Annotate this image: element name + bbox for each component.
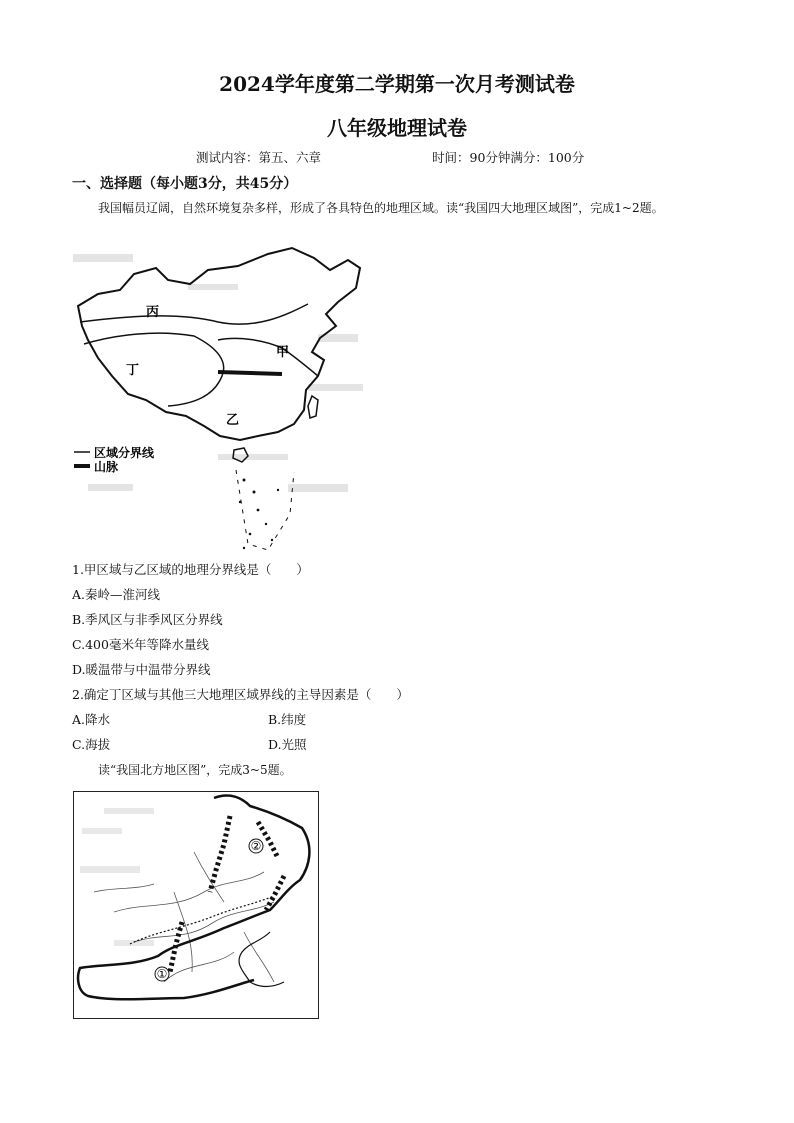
- region-label-bing: 丙: [146, 305, 160, 320]
- region-label-ding: 丁: [126, 363, 140, 378]
- region-boundary-north-south: [218, 338, 318, 376]
- legend-boundary-label: 区域分界线: [94, 446, 155, 460]
- section-heading: 一、选择题（每小题3分，共45分）: [72, 176, 298, 192]
- label-region-1: ①: [156, 967, 168, 981]
- north-china-map: [74, 792, 318, 1018]
- china-four-regions-map: [68, 244, 368, 556]
- region-label-jia: 甲: [276, 345, 290, 360]
- question-2-option-c[interactable]: C.海拔: [72, 737, 111, 752]
- time-and-score: 时间：90分钟满分：100分: [432, 150, 585, 165]
- china-outline: [78, 248, 360, 440]
- label-region-2: ②: [250, 839, 262, 853]
- map-legend: [74, 445, 155, 474]
- question-1-option-d[interactable]: D.暖温带与中温带分界线: [72, 662, 211, 677]
- nine-dash-border: [236, 470, 294, 550]
- region-boundary-northwest: [80, 304, 308, 324]
- taiwan-island: [308, 396, 318, 418]
- question-2-stem: 2.确定丁区域与其他三大地理区域界线的主导因素是（ ）: [72, 687, 409, 702]
- coastline: [239, 932, 284, 987]
- question-1-stem: 1.甲区域与乙区域的地理分界线是（ ）: [72, 562, 309, 577]
- region-label-yi: 乙: [226, 413, 240, 428]
- question-2-option-b[interactable]: B.纬度: [268, 712, 307, 727]
- north-china-map-frame: [73, 791, 319, 1019]
- qinling-mountain-line: [218, 372, 282, 374]
- question-1-option-c[interactable]: C.400毫米年等降水量线: [72, 637, 209, 652]
- question-2-option-a[interactable]: A.降水: [72, 712, 111, 727]
- test-scope: 测试内容：第五、六章: [196, 150, 322, 165]
- question-1-option-b[interactable]: B.季风区与非季风区分界线: [72, 612, 223, 627]
- background-noise: [80, 808, 154, 946]
- exam-subtitle: 八年级地理试卷: [327, 116, 467, 140]
- legend-mountain-label: 山脉: [94, 460, 119, 474]
- south-sea-islands: [239, 479, 279, 550]
- intro-text-1: 我国幅员辽阔，自然环境复杂多样，形成了各具特色的地理区域。读“我国四大地理区域图”，完成1~2题。: [98, 201, 664, 215]
- question-2-option-d[interactable]: D.光照: [268, 737, 307, 752]
- exam-title: 2024学年度第二学期第一次月考测试卷: [219, 72, 575, 96]
- mountain-range-greater-khingan: [210, 816, 230, 892]
- region-boundary-tibet: [84, 333, 224, 406]
- question-1-option-a[interactable]: A.秦岭—淮河线: [72, 587, 161, 602]
- intro-text-2: 读“我国北方地区图”，完成3~5题。: [98, 763, 292, 777]
